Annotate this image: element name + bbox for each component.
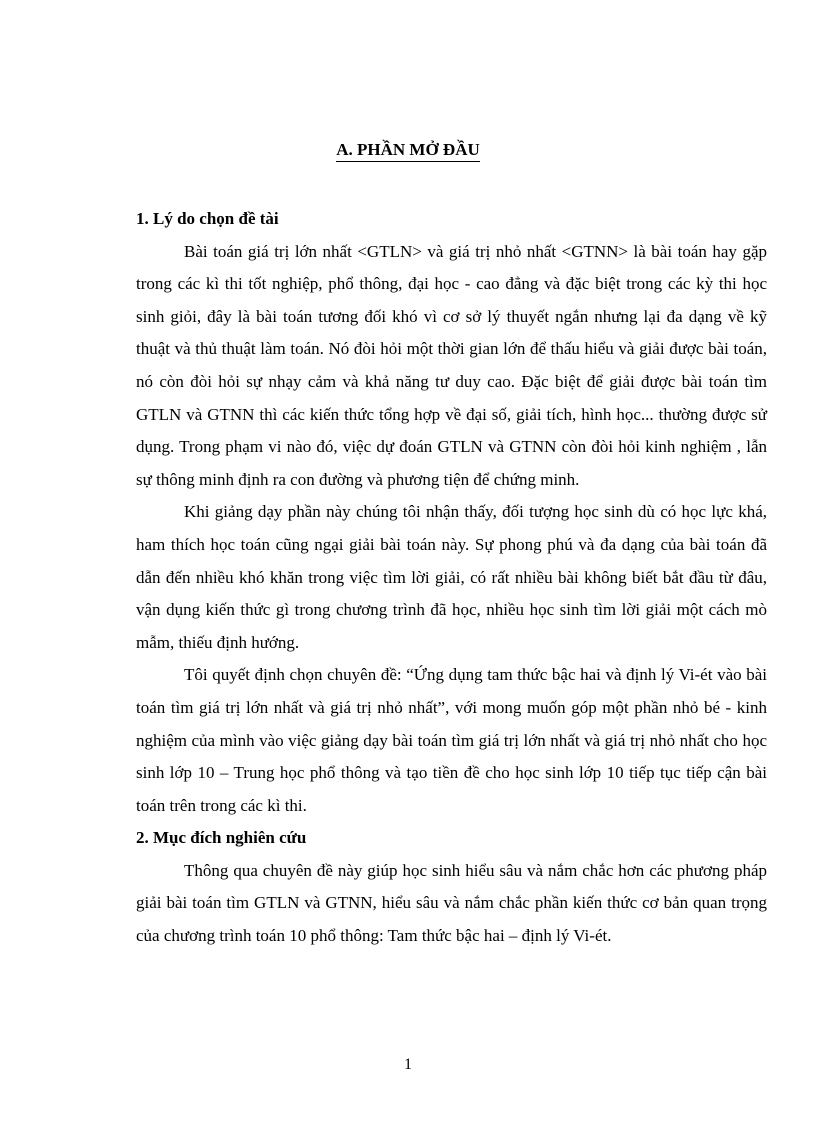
- paragraph: Tôi quyết định chọn chuyên đề: “Ứng dụng tam thức bậc hai và định lý Vi-ét vào bài toán tìm giá trị lớn nhất và giá trị nhỏ nhất”, với mong muốn góp một phần nhỏ bé - kinh nghiệm của mình vào việc giảng dạy bài toán tìm giá trị lớn nhất và giá trị nhỏ nhất cho học sinh lớp 10 – Trung học phổ thông và tạo tiền đề cho học sinh lớp 10 tiếp tục tiếp cận bài toán trên trong các kì thi.: [136, 665, 767, 815]
- page-title-text: A. PHẦN MỞ ĐẦU: [336, 140, 480, 162]
- section-heading-purpose: 2. Mục đích nghiên cứu: [136, 828, 307, 848]
- page-title: [0, 140, 816, 162]
- paragraph: Khi giảng dạy phần này chúng tôi nhận thấy, đối tượng học sinh dù có học lực khá, ham thích học toán cũng ngại giải bài toán này. Sự phong phú và đa dạng của bài toán đã dẫn đến nhiều khó khăn trong việc tìm lời giải, có rất nhiều bài không biết bắt đầu từ đâu, vận dụng kiến thức gì trong chương trình đã học, nhiều học sinh tìm lời giải một cách mò mẫm, thiếu định hướng.: [136, 502, 767, 652]
- page-number: 1: [404, 1056, 412, 1073]
- paragraph: Bài toán giá trị lớn nhất <GTLN> và giá trị nhỏ nhất <GTNN> là bài toán hay gặp trong các kì thi tốt nghiệp, phổ thông, đại học - cao đẳng và đặc biệt trong các kỳ thi học sinh giỏi, đây là bài toán tương đối khó vì cơ sở lý thuyết ngắn nhưng lại đa dạng về kỹ thuật và thủ thuật làm toán. Nó đòi hỏi một thời gian lớn để thấu hiểu và giải được bài toán, nó còn đòi hỏi sự nhạy cảm và khả năng tư duy cao. Đặc biệt để giải được bài toán tìm GTLN và GTNN thì các kiến thức tổng hợp về đại số, giải tích, hình học... thường được sử dụng. Trong phạm vi nào đó, việc dự đoán GTLN và GTNN còn đòi hỏi kinh nghiệm , lẫn sự thông minh định ra con đường và phương tiện để chứng minh.: [136, 241, 767, 489]
- document-body: [136, 203, 767, 953]
- section-heading-reason: 1. Lý do chọn đề tài: [136, 209, 279, 228]
- paragraph: Thông qua chuyên đề này giúp học sinh hiểu sâu và nắm chắc hơn các phương pháp giải bài toán tìm GTLN và GTNN, hiểu sâu và nắm chắc phần kiến thức cơ bản quan trọng của chương trình toán 10 phổ thông: Tam thức bậc hai – định lý Vi-ét.: [136, 860, 767, 946]
